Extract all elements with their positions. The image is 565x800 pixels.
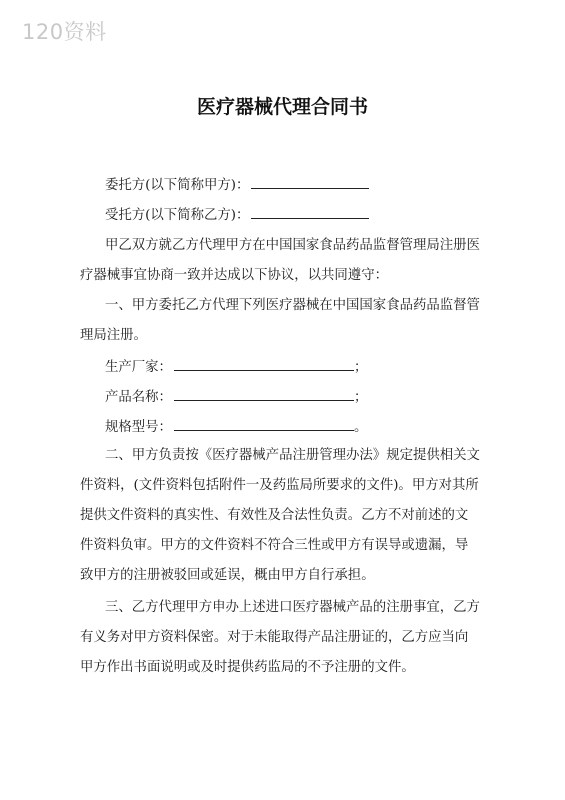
clause2-line-3: 提供文件资料的真实性、有效性及合法性负责。乙方不对前述的文 <box>80 508 469 523</box>
clause1-line-2: 理局注册。 <box>80 328 147 343</box>
party-a-line <box>0 174 565 196</box>
party-b-label: 受托方(以下简称乙方)： <box>105 208 250 223</box>
party-a-blank[interactable] <box>251 174 369 189</box>
field-model-label: 规格型号： <box>105 420 172 435</box>
clause2-line-1: 二、甲方负责按《医疗器械产品注册管理办法》规定提供相关文 <box>105 448 480 463</box>
watermark-logo: 120资料 <box>22 20 107 44</box>
clause1-line-1: 一、甲方委托乙方代理下列医疗器械在中国国家食品药品监督管 <box>105 298 480 313</box>
field-manufacturer <box>0 356 565 378</box>
field-product-name-label: 产品名称： <box>105 390 172 405</box>
party-b-blank[interactable] <box>251 204 369 219</box>
party-a-label: 委托方(以下简称甲方)： <box>105 178 250 193</box>
field-model <box>0 416 565 438</box>
clause2-line-5: 致甲方的注册被驳回或延误，概由甲方自行承担。 <box>80 568 375 583</box>
clause2-line-4: 件资料负审。甲方的文件资料不符合三性或甲方有误导或遗漏，导 <box>80 538 469 553</box>
field-manufacturer-blank[interactable] <box>174 356 354 371</box>
intro-line-2: 疗器械事宜协商一致并达成以下协议，以共同遵守： <box>80 268 388 283</box>
field-model-blank[interactable] <box>174 416 354 431</box>
field-product-name <box>0 386 565 408</box>
intro-line-1: 甲乙双方就乙方代理甲方在中国国家食品药品监督管理局注册医 <box>105 238 480 253</box>
field-manufacturer-end: ； <box>353 360 368 375</box>
field-product-name-blank[interactable] <box>174 386 354 401</box>
document-title: 医疗器械代理合同书 <box>196 96 368 118</box>
clause3-line-3: 甲方作出书面说明或及时提供药监局的不予注册的文件。 <box>80 660 415 675</box>
field-model-end: 。 <box>353 420 368 435</box>
field-product-name-end: ； <box>353 390 368 405</box>
clause3-line-1: 三、乙方代理甲方申办上述进口医疗器械产品的注册事宜，乙方 <box>105 600 480 615</box>
field-manufacturer-label: 生产厂家： <box>105 360 172 375</box>
clause3-line-2: 有义务对甲方资料保密。对于未能取得产品注册证的，乙方应当向 <box>80 630 469 645</box>
clause2-line-2: 件资料，(文件资料包括附件一及药监局所要求的文件)。甲方对其所 <box>80 478 479 493</box>
party-b-line <box>0 204 565 226</box>
